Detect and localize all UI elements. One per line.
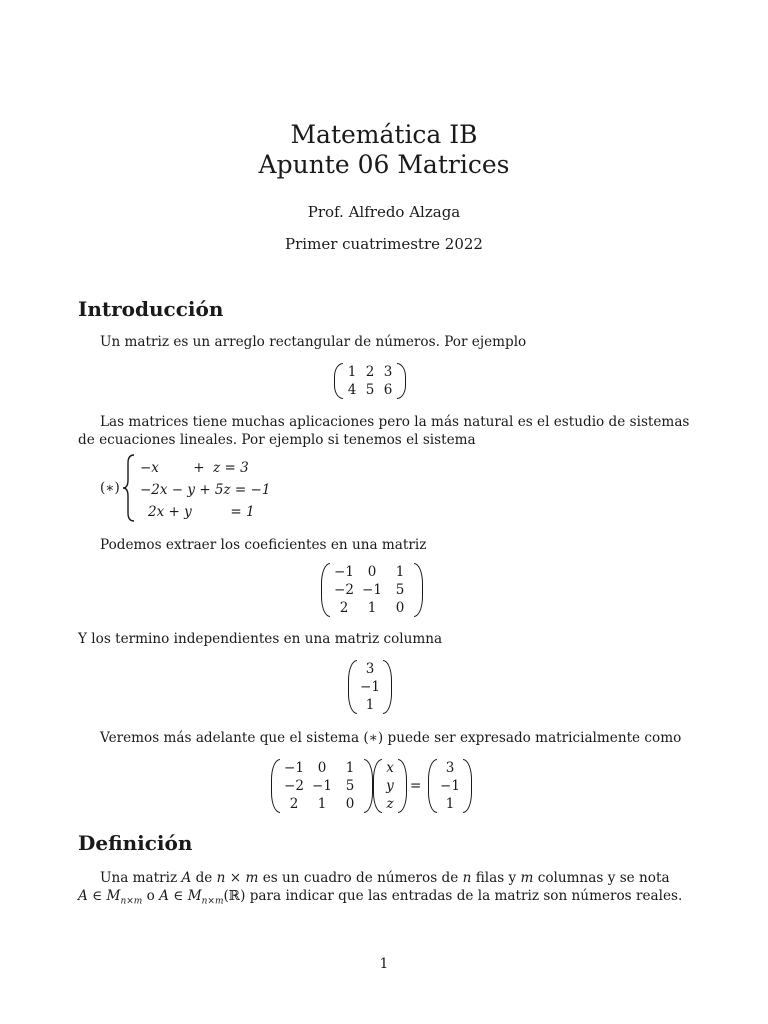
equation-row-1: −x + z = 3 [140, 460, 249, 476]
matrix-entry: x [386, 760, 394, 776]
intro-paragraph-2b: de ecuaciones lineales. Por ejemplo si tenemos el sistema [78, 432, 476, 448]
system-brace [121, 453, 137, 527]
left-paren [334, 363, 343, 399]
document-title [0, 120, 768, 180]
rhs-matrix [348, 660, 392, 714]
section-heading-intro: Introducción [78, 297, 224, 321]
math-reals: (ℝ) [223, 888, 246, 904]
text: filas y [475, 870, 517, 886]
equation-row-3: 2x + y = 1 [148, 504, 255, 520]
matrix-entry: 0 [317, 760, 327, 776]
matrix-entry: 3 [365, 661, 375, 677]
left-paren [348, 660, 357, 714]
matrix-entry: 3 [383, 364, 393, 380]
text: columnas y se nota [537, 870, 670, 886]
equals-sign: = [410, 778, 422, 794]
matrix-entry: −2 [284, 778, 304, 794]
math-m: m [520, 870, 534, 886]
equation-row-2: −2x − y + 5z = −1 [140, 482, 271, 498]
text: o [146, 888, 155, 904]
section-heading-definition: Definición [78, 831, 193, 855]
matrix-entry: −1 [440, 778, 460, 794]
intro-paragraph-3: Podemos extraer los coeficientes en una matriz [100, 537, 427, 553]
author: Prof. Alfredo Alzaga [307, 203, 461, 221]
matrix-entry: z [386, 796, 394, 812]
math-subscript: n×m [120, 896, 143, 907]
matrix-grid [330, 563, 414, 617]
matrix-entry: 0 [345, 796, 355, 812]
equation-rhs-matrix [428, 759, 472, 813]
matrix-entry: y [386, 778, 394, 794]
matrix-entry: −1 [360, 679, 380, 695]
matrix-entry: 2 [365, 364, 375, 380]
definition-line-1 [100, 869, 670, 887]
title-line-2: Apunte 06 Matrices [258, 150, 510, 179]
right-paren [398, 759, 407, 813]
text: para indicar que las entradas de la matriz son números reales. [249, 888, 683, 904]
matrix-entry: −1 [312, 778, 332, 794]
title-line-1: Matemática IB [290, 120, 478, 149]
math-n: n [462, 870, 472, 886]
matrix-entry: 5 [345, 778, 355, 794]
matrix-entry: 0 [367, 564, 377, 580]
math-A-in-M: A ∈ M [78, 888, 121, 904]
text: Una matriz [100, 870, 178, 886]
matrix-entry: 6 [383, 382, 393, 398]
matrix-entry: 1 [347, 364, 357, 380]
math-A-in-M: A ∈ M [159, 888, 202, 904]
matrix-entry: 4 [347, 382, 357, 398]
matrix-entry: 1 [345, 760, 355, 776]
matrix-entry: 1 [445, 796, 455, 812]
matrix-grid [280, 759, 364, 813]
matrix-entry: 0 [395, 600, 405, 616]
math-n-times-m: n × m [216, 870, 259, 886]
left-paren [373, 759, 382, 813]
intro-paragraph-4: Y los termino independientes en una matriz columna [78, 631, 443, 647]
equation-coef-matrix [271, 759, 373, 813]
left-paren [428, 759, 437, 813]
text: de [195, 870, 213, 886]
intro-paragraph-1: Un matriz es un arreglo rectangular de números. Por ejemplo [100, 334, 527, 350]
definition-line-2 [78, 887, 682, 911]
right-paren [383, 660, 392, 714]
math-A: A [181, 870, 192, 886]
right-paren [463, 759, 472, 813]
right-paren [414, 563, 423, 617]
page-number: 1 [379, 956, 389, 972]
variable-matrix [373, 759, 407, 813]
date: Primer cuatrimestre 2022 [285, 235, 483, 253]
intro-paragraph-2a: Las matrices tiene muchas aplicaciones pero la más natural es el estudio de sistemas [100, 414, 690, 430]
left-paren [321, 563, 330, 617]
matrix-entry: −2 [334, 582, 354, 598]
matrix-grid [343, 363, 397, 399]
system-equations [140, 457, 270, 523]
matrix-entry: 2 [339, 600, 349, 616]
matrix-grid [437, 759, 463, 813]
matrix-entry: −1 [284, 760, 304, 776]
matrix-entry: 3 [445, 760, 455, 776]
matrix-entry: 5 [395, 582, 405, 598]
text: es un cuadro de números de [262, 870, 459, 886]
brace-icon [121, 453, 137, 523]
matrix-entry: −1 [362, 582, 382, 598]
right-paren [364, 759, 373, 813]
matrix-entry: 1 [317, 796, 327, 812]
matrix-entry: 2 [289, 796, 299, 812]
left-paren [271, 759, 280, 813]
matrix-entry: 5 [365, 382, 375, 398]
example-matrix [334, 363, 406, 399]
math-subscript: n×m [201, 896, 224, 907]
matrix-grid [357, 660, 383, 714]
matrix-entry: 1 [365, 697, 375, 713]
matrix-grid [382, 759, 398, 813]
matrix-entry: 1 [367, 600, 377, 616]
intro-paragraph-5: Veremos más adelante que el sistema (∗) puede ser expresado matricialmente como [100, 730, 682, 746]
matrix-entry: −1 [334, 564, 354, 580]
coefficient-matrix [321, 563, 423, 617]
right-paren [397, 363, 406, 399]
matrix-entry: 1 [395, 564, 405, 580]
system-label: (∗) [100, 480, 120, 496]
